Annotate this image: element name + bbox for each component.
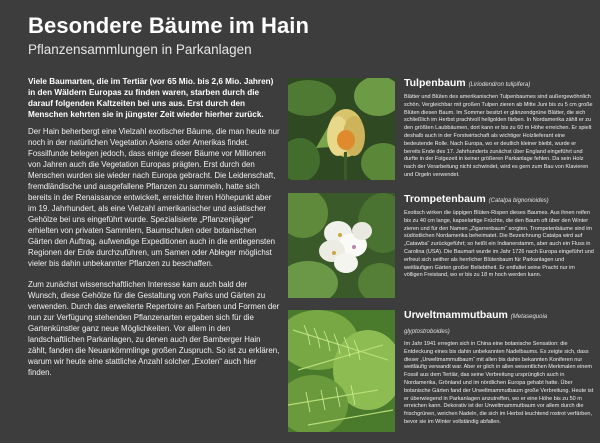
tree-description: Blätter und Blüten des amerikanischen Tulpenbaumes sind außergewöhnlich schön. Vergleichbar mit großen Tulpen zieren ab Mitte Juni bis zu 5 cm große Blüten diesen Baum. Im Sommer besitzt er glänzendgrüne Blätter, die sich schließlich im Herbst prachtvoll hellgolden färben. In Nordamerika zählt er zu den größten Laubbäumen, dort kann er bis zu 60 m Höhe erreichen. Er spielt deshalb auch in der Forstwirtschaft als wichtiger Holzlieferant eine bedeutende Rolle. Nach Europa, wo er deutlich kleiner bleibt, wurde er bereits Ende des 17. Jahrhunderts zunächst über England eingeführt und durfte in der Folgezeit in keiner größeren Parkanlage fehlen. Da sein Holz nach der Verarbeitung nicht schwindet, wird es gern zum Bau von Klavieren und Orgeln verwendet. [404,94,593,178]
page-header [28,12,588,59]
tree-title [404,193,594,208]
tree-entry-tulpenbaum [404,77,594,180]
tree-name: Trompetenbaum [404,193,486,205]
tree-title [404,309,594,339]
tree-latin-name: (Metasequoia glyptostroboides) [404,314,548,335]
tree-title [404,77,594,92]
tree-entry-trompetenbaum [404,193,594,280]
catalpa-photo [288,193,395,298]
dawn-redwood-photo [288,310,395,432]
tree-name: Tulpenbaum [404,77,466,89]
intro-column [28,76,280,388]
intro-lead: Viele Baumarten, die im Tertiär (vor 65 Mio. bis 2,6 Mio. Jahren) in den Wäldern Europas zu finden waren, starben durch die darauf folgenden Kaltzeiten bei uns aus. Erst durch den Menschen kehrten sie in jüngster Zeit wieder hierher zurück. [28,77,274,119]
tulip-tree-photo [288,78,395,180]
body-paragraph-parks: Zum zunächst wissenschaftlichen Interesse kam auch bald der Wunsch, diese Gehölze für die Gestaltung von Parks und Gärten zu verwenden. Durch das erweiterte Repertoire an Farben und Formen der nun zur Verfügung stehenden Pflanzenarten ergaben sich für die Gartenkünstler ganz neue Möglichkeiten. Vor allem in den landschaftlichen Parkanlagen, zu denen auch der Bamberger Hain zählt, fanden die Neuankömmlinge großen Zuspruch. So ist zu erklären, warum wir heute eine stattliche Anzahl solcher „Exoten“ auch hier finden. [28,280,280,377]
body-paragraph-history: Der Hain beherbergt eine Vielzahl exotischer Bäume, die man heute nur noch in der natürlichen Vegetation Asiens oder Amerikas findet. Fossilfunde belegen jedoch, dass einige dieser Bäume vor Millionen von Jahren auch die Vegetation Europas prägten. Erst durch den Menschen wurden sie wieder nach Europa gebracht. Die Leidenschaft, fremdländische und ausgefallene Pflanzen zu sammeln, hatte sich bereits in der Renaissance entwickelt, erreichte ihren Höhepunkt aber im 19. Jahrhundert, als eine Vielzahl amerikanischer und asiatischer Gehölze bei uns eingeführt wurde. Spezialisierte „Pflanzenjäger“ erhielten von privaten Sammlern, Baumschulen oder botanischen Gärten den Auftrag, aufwendige Expeditionen auch in die entlegensten Regionen der Erde durchzuführen, um Samen oder Ableger möglichst vieler bis dahin unbekannter Pflanzen zu beschaffen. [28,127,280,268]
tree-description: Exotisch wirken die üppigen Blüten-Rispen dieses Baumes. Aus ihnen reifen bis zu 40 cm lange, kapselartige Früchte, die den Baum oft über den Winter zieren und für den Namen „Zigarrenbaum“ sorgten. Trompetenbäume sind im südöstlichen Nordamerika beheimatet. Die Bezeichnung Catalpa wird auf „Catawba“ zurückgeführt; so heißt ein Indianerstamm, aber auch ein Fluss in Carolina (USA). Die Baumart wurde im Jahr 1726 nach Europa eingeführt und erfreut sich seither als herrlicher Blütenbaum für Parkanlagen und weitläufigen Gärten großer Beliebtheit. Er entfaltet seine Pracht nur im völligen Freistand, wo er bis zu 18 m hoch werden kann. [404,210,594,279]
tree-latin-name: (Liriodendron tulipifera) [468,82,531,88]
tree-latin-name: (Catalpa bignonioides) [488,198,549,204]
tree-description: Im Jahr 1941 erregten sich in China eine botanische Sensation: die Entdeckung eines bis dahin unbekannten Nadelbaums. Es zeigte sich, dass dieser „Urweltmammutbaum“ mit allen bis dahin bekannten Koniferen nur weitläufig verwandt war. Aber er glich in allen wesentlichen Merkmalen einem Fossil aus dem Tertiär, das seine Verbreitung ursprünglich auch in Nordamerika, Grönland und im nördlichen Europa gehabt hatte. Über botanische Gärten fand der Urweltmammutbaum große Verbreitung. Heute ist er überwiegend in Parkanlagen anzutreffen, wo er eine Höhe bis zu 50 m erreichen kann. Dekorativ ist der Urweltmammutbaum vor allem durch die frischgrünen, weichen Nadeln, die sich im Herbst leuchtend rostrot verfärben, bevor sie im Winter vollständig abfallen. [404,341,594,425]
tree-name: Urweltmammutbaum [404,309,508,321]
tree-entry-urweltmammutbaum [404,309,594,427]
page-title: Besondere Bäume im Hain [28,13,310,38]
page-subtitle: Pflanzensammlungen in Parkanlagen [28,42,252,57]
